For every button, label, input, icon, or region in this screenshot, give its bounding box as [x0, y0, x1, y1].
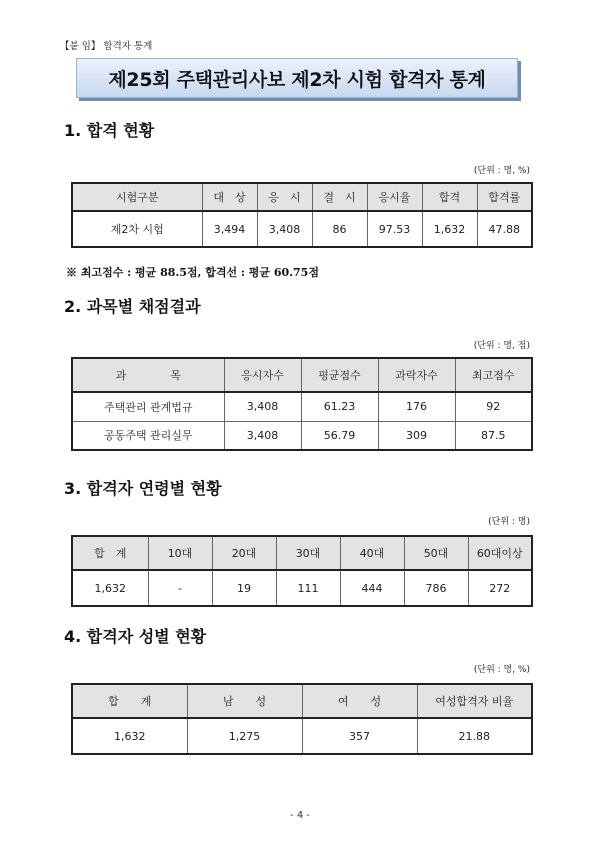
table-cell: 86: [312, 211, 367, 247]
header-cell: 대 상: [202, 183, 257, 211]
header-cell: 과락자수: [378, 358, 455, 392]
section-2-unit: (단위 : 명, 점): [473, 341, 530, 351]
table-cell: 56.79: [301, 421, 378, 450]
header-cell: 합격률: [477, 183, 532, 211]
header-cell: 여성합격자 비율: [417, 684, 532, 718]
table-header-row: [72, 183, 532, 211]
header-cell: 여 성: [302, 684, 417, 718]
table-row: [72, 392, 532, 421]
table-cell: 3,408: [257, 211, 312, 247]
table-cell: 309: [378, 421, 455, 450]
table-header-row: [72, 536, 532, 570]
table-cell: 47.88: [477, 211, 532, 247]
header-cell: 30대: [276, 536, 340, 570]
table-cell: 3,408: [224, 421, 301, 450]
age-status-table: [71, 535, 533, 607]
table-row: [72, 211, 532, 247]
table-cell: 444: [340, 570, 404, 606]
table-cell: 176: [378, 392, 455, 421]
gender-status-table: [71, 683, 533, 755]
header-cell: 50대: [404, 536, 468, 570]
header-cell: 시험구분: [72, 183, 202, 211]
table-cell: 1,632: [72, 718, 187, 754]
header-cell: 합격: [422, 183, 477, 211]
table-header-row: [72, 684, 532, 718]
section-4-unit: (단위 : 명, %): [473, 665, 530, 675]
table-cell: 1,632: [422, 211, 477, 247]
table-cell: 21.88: [417, 718, 532, 754]
page-title: 제25회 주택관리사보 제2차 시험 합격자 통계: [108, 68, 486, 91]
score-note: ※ 최고점수 : 평균 88.5점, 합격선 : 평균 60.75점: [66, 266, 319, 279]
header-cell: 과 목: [72, 358, 224, 392]
header-cell: 응시율: [367, 183, 422, 211]
pass-status-table: [71, 182, 533, 248]
table-row: [72, 570, 532, 606]
header-cell: 합 계: [72, 684, 187, 718]
table-cell: 357: [302, 718, 417, 754]
attachment-label: 【붙 임】 합격자 통계: [60, 41, 153, 52]
table-cell: 87.5: [455, 421, 532, 450]
table-cell: 61.23: [301, 392, 378, 421]
table-cell: 공동주택 관리실무: [72, 421, 224, 450]
header-cell: 남 성: [187, 684, 302, 718]
subject-results-table: [71, 357, 533, 451]
table-cell: 92: [455, 392, 532, 421]
title-box: [76, 58, 518, 98]
section-4-heading: 4. 합격자 성별 현황: [64, 627, 207, 646]
header-cell: 20대: [212, 536, 276, 570]
header-cell: 평균점수: [301, 358, 378, 392]
table-cell: 제2차 시험: [72, 211, 202, 247]
page-number: - 4 -: [290, 810, 310, 821]
header-cell: 합 계: [72, 536, 148, 570]
table-cell: 1,632: [72, 570, 148, 606]
table-cell: -: [148, 570, 212, 606]
table-row: [72, 718, 532, 754]
header-cell: 60대이상: [468, 536, 532, 570]
table-cell: 786: [404, 570, 468, 606]
table-cell: 3,494: [202, 211, 257, 247]
section-2-heading: 2. 과목별 채점결과: [64, 297, 201, 316]
header-cell: 40대: [340, 536, 404, 570]
table-cell: 97.53: [367, 211, 422, 247]
section-1-heading: 1. 합격 현황: [64, 121, 155, 140]
table-cell: 1,275: [187, 718, 302, 754]
header-cell: 응 시: [257, 183, 312, 211]
table-cell: 주택관리 관계법규: [72, 392, 224, 421]
header-cell: 결 시: [312, 183, 367, 211]
table-cell: 19: [212, 570, 276, 606]
table-cell: 111: [276, 570, 340, 606]
section-3-unit: (단위 : 명): [488, 517, 530, 527]
section-3-heading: 3. 합격자 연령별 현황: [64, 479, 222, 498]
table-row: [72, 421, 532, 450]
header-cell: 10대: [148, 536, 212, 570]
header-cell: 응시자수: [224, 358, 301, 392]
header-cell: 최고점수: [455, 358, 532, 392]
section-1-unit: (단위 : 명, %): [473, 166, 530, 176]
table-cell: 3,408: [224, 392, 301, 421]
table-cell: 272: [468, 570, 532, 606]
table-header-row: [72, 358, 532, 392]
